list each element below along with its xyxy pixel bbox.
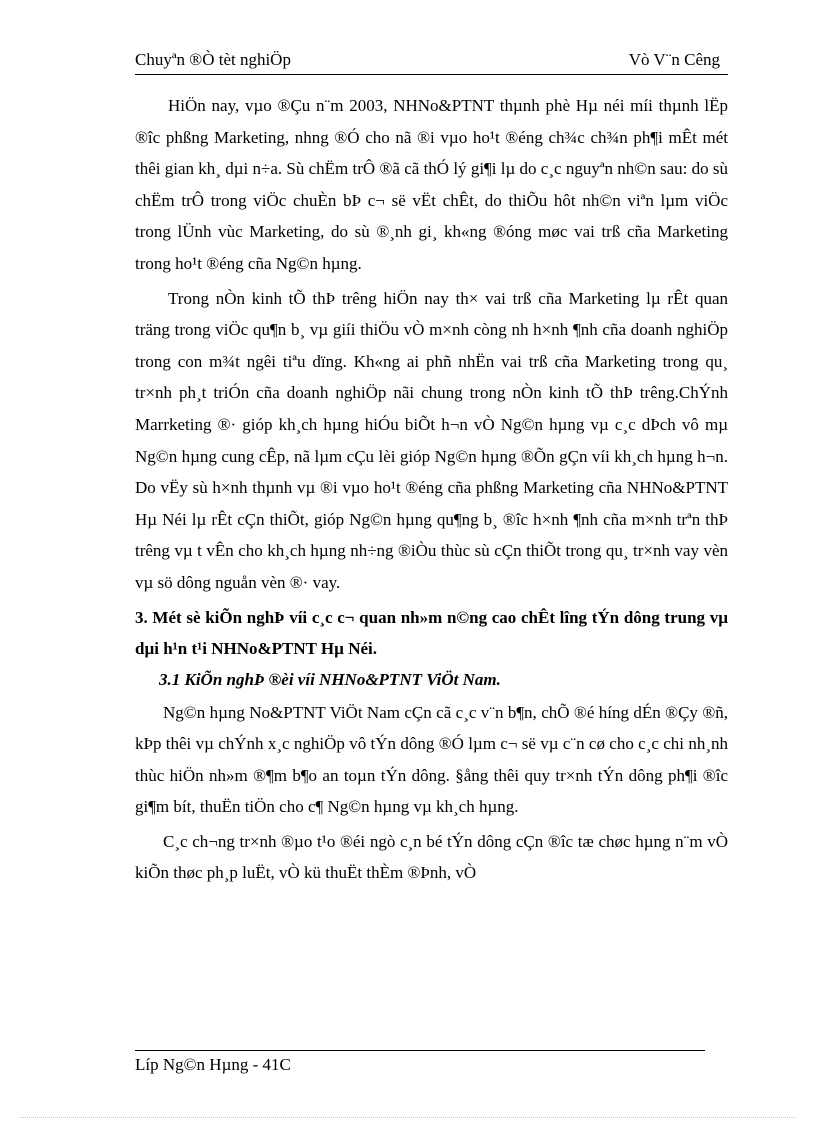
body-paragraph: Ng©n hµng No&PTNT ViÖt Nam cÇn cã c¸c v¨n b¶n, chÕ ®é híng dÉn ®Çy ®ñ, kÞp thêi vµ chÝnh x¸c nghiÖp vô tÝn dông ®Ó lµm c¬ së vµ c¨n cø cho c¸c chi nh¸nh thùc hiÖn nh»m ®¶m b¶o an toµn tÝn dông. §ång thêi quy tr×nh tÝn dông ph¶i ®îc gi¶m bít, thuËn tiÖn cho c¶ Ng©n hµng vµ kh¸ch hµng. — [135, 702, 728, 817]
header-author: Vò V¨n Cêng — [628, 50, 720, 69]
subsection-heading: 3.1 KiÕn nghÞ ®èi víi NHNo&PTNT ViÖt Nam. — [159, 669, 501, 689]
page-edge-divider — [20, 1117, 796, 1118]
body-paragraph: Trong nÒn kinh tÕ thÞ trêng hiÖn nay th× vai trß cña Marketing lµ rÊt quan träng trong viÖc qu¶n b¸ vµ giíi thiÖu vÒ m×nh còng nh h×nh ¶nh cña doanh nghiÖp trong con m¾t ngêi tiªu dïng. Kh«ng ai phñ nhËn vai trß cña Marketing trong qu¸ tr×nh ph¸t triÓn cña doanh nghiÖp nãi chung trong nÒn kinh tÕ thÞ trêng.ChÝnh Marrketing ®· gióp kh¸ch hµng hiÓu biÕt h¬n vÒ Ng©n hµng vµ c¸c dÞch vô mµ Ng©n hµng cung cÊp, nã lµm cÇu lèi gióp Ng©n hµng ®Õn gÇn víi kh¸ch hµng h¬n. Do vËy sù h×nh thµnh vµ ®i vµo ho¹t ®éng cña phßng Marketing cña NHNo&PTNT Hµ Néi lµ rÊt cÇn thiÕt, gióp Ng©n hµng qu¶ng b¸ ®îc h×nh ¶nh cña m×nh trªn thÞ trêng vµ t vÊn cho kh¸ch hµng nh÷ng ®iÒu thùc sù cÇn thiÕt trong qu¸ tr×nh vay vèn vµ sö dông nguån vèn ®· vay. — [135, 288, 728, 592]
body-paragraph: C¸c ch¬ng tr×nh ®µo t¹o ®éi ngò c¸n bé tÝn dông cÇn ®îc tæ chøc hµng n¨m vÒ kiÕn thøc ph¸p luËt, vÒ kü thuËt thÈm ®Þnh, vÒ — [135, 831, 728, 883]
page-footer: Líp Ng©n Hµng - 41C — [135, 1055, 291, 1074]
section-heading: 3. Mét sè kiÕn nghÞ víi c¸c c¬ quan nh»m n©ng cao chÊt lîng tÝn dông trung vµ dµi h¹n t¹i NHNo&PTNT Hµ Néi. — [135, 607, 728, 658]
header-title: Chuyªn ®Ò tèt nghiÖp — [135, 50, 291, 69]
body-paragraph: HiÖn nay, vµo ®Çu n¨m 2003, NHNo&PTNT thµnh phè Hµ néi míi thµnh lËp ®îc phßng Marketing, nhng ®Ó cho nã ®i vµo ho¹t ®éng ch¾c ch¾n ph¶i mÊt mét thêi gian kh¸ dµi n÷a. Sù chËm trÔ ®ã cã thÓ lý gi¶i lµ do c¸c nguyªn nh©n sau: do sù chËm trÔ trong viÖc chuÈn bÞ c¬ së vËt chÊt, do thiÕu hôt nh©n viªn lµm viÖc trong lÜnh vùc Marketing, do sù ®¸nh gi¸ kh«ng ®óng møc vai trß cña Marketing trong ho¹t ®éng cña Ng©n hµng. — [135, 96, 728, 273]
page-content — [135, 90, 728, 892]
page-header — [135, 48, 728, 75]
footer-divider — [135, 1050, 705, 1051]
